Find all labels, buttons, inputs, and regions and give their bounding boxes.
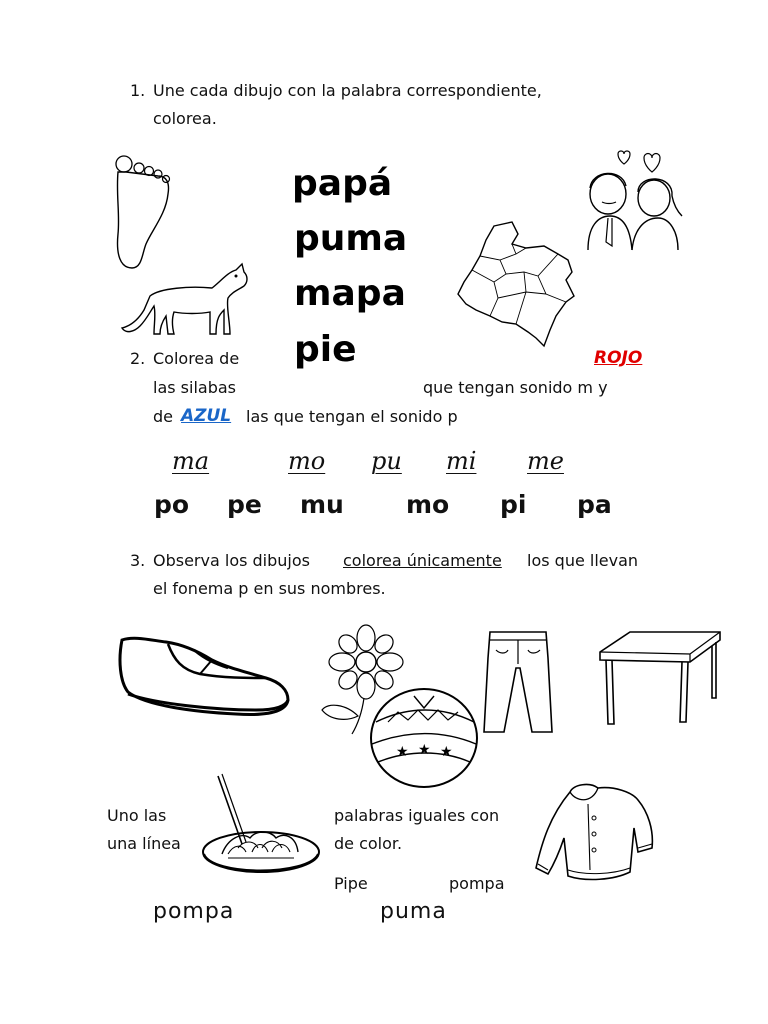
ex4-word-pompa-small: pompa [449,874,505,893]
svg-text:★: ★ [396,744,409,760]
ex2-rojo-label: ROJO [594,348,643,368]
cursive-syllable: mi [446,447,477,475]
pants-icon [482,628,554,736]
ex4-uno-las: Uno las [107,806,167,825]
puma-icon [120,262,252,342]
ex1-number: 1. [130,81,146,100]
cursive-syllable: ma [172,447,210,475]
sweater-icon [534,778,658,894]
ex4-word-pipe: Pipe [334,874,368,893]
foot-icon [112,154,174,270]
ex2-colorea-de: Colorea de [153,349,240,368]
print-syllable: pe [227,490,262,519]
ex4-palabras-iguales: palabras iguales con [334,806,500,825]
ex4-word-puma-big: puma [380,899,447,924]
ex3-colorea-unicamente: colorea únicamente [343,551,502,570]
ex2-number: 2. [130,349,146,368]
ex1-instruction-line1: Une cada dibujo con la palabra correspondiente, [153,81,542,100]
cursive-syllable: me [527,447,564,475]
ex4-de-color: de color. [334,834,403,853]
ex2-de: de [153,407,173,426]
svg-text:★: ★ [418,742,431,758]
print-syllable: pa [577,490,612,519]
ex2-azul-label: AZUL [181,406,232,426]
word-puma: puma [294,218,408,259]
print-syllable: po [154,490,190,519]
ex3-number: 3. [130,551,146,570]
ex2-sonido-m: que tengan sonido m y [423,378,608,397]
word-pie: pie [294,329,357,370]
ex2-las-silabas: las silabas [153,378,236,397]
ex2-sonido-p: las que tengan el sonido p [246,407,458,426]
colombia-map-icon [454,220,582,350]
cursive-syllable: mo [288,447,326,475]
ex3-observa: Observa los dibujos [153,551,310,570]
ex3-line2: el fonema p en sus nombres. [153,579,386,598]
print-syllable: mu [300,490,344,519]
word-mapa: mapa [294,273,406,314]
print-syllable: mo [406,490,450,519]
shoe-icon [116,620,292,720]
spaghetti-plate-icon [198,772,324,886]
cursive-syllable: pu [371,447,402,475]
word-papa: papá [292,163,393,204]
ex4-word-pompa-big: pompa [153,899,235,924]
svg-text:★: ★ [440,744,453,760]
ex3-los-que-llevan: los que llevan [527,551,639,570]
dad-daughter-icon [578,146,690,252]
print-syllable: pi [500,490,527,519]
table-icon [596,628,724,728]
ball-icon [368,686,480,790]
ex1-instruction-line2: colorea. [153,109,217,128]
ex4-una-linea: una línea [107,834,181,853]
